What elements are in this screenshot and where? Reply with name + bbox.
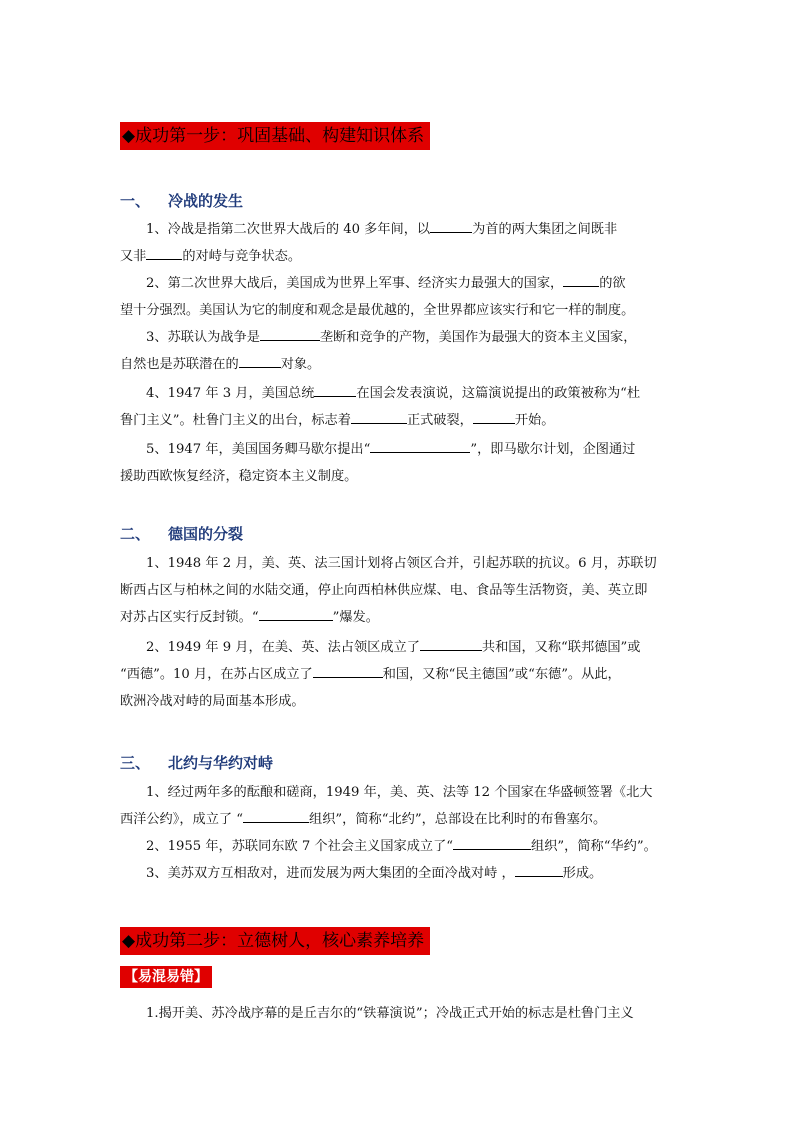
paragraph-2 <box>120 270 680 324</box>
text: 自然也是苏联潜在的 <box>120 357 239 372</box>
paragraph-9 <box>120 833 680 860</box>
heading-title: 北约与华约对峙 <box>168 754 274 772</box>
text: 对象。 <box>280 357 321 372</box>
section-banner-2: ◆成功第二步：立德树人，核心素养培养 <box>120 927 430 955</box>
text: 2、1949 年 9 月，在美、英、法占领区成立了 <box>146 640 420 655</box>
text: 望十分强烈。美国认为它的制度和观念是最优越的，全世界都应该实行和它一样的制度。 <box>120 303 635 318</box>
text: ”爆发。 <box>332 610 379 625</box>
text: 的对峙与竞争状态。 <box>182 249 302 264</box>
text: 5、1947 年，美国国务卿马歇尔提出“ <box>146 442 371 457</box>
text: 2、第二次世界大战后，美国成为世界上军事、经济实力最强大的国家， <box>146 276 564 291</box>
fill-blank[interactable] <box>313 663 383 678</box>
text: 的欲 <box>599 276 626 291</box>
text: 和国，又称“民主德国”或“东德”。从此， <box>382 667 621 682</box>
text: 组织”，简称“北约”，总部设在比利时的布鲁塞尔。 <box>309 812 607 827</box>
text: 鲁门主义”。杜鲁门主义的出台，标志着 <box>120 413 351 428</box>
paragraph-8 <box>120 779 680 833</box>
confusion-errors-tag: 【易混易错】 <box>120 966 212 988</box>
fill-blank[interactable] <box>473 409 515 424</box>
text: 西洋公约》，成立了 “ <box>120 812 244 827</box>
paragraph-5 <box>120 436 680 490</box>
text: 开始。 <box>514 413 555 428</box>
paragraph-4 <box>120 380 680 434</box>
fill-blank[interactable] <box>420 636 482 651</box>
section-banner-1: ◆成功第一步：巩固基础、构建知识体系 <box>120 122 430 150</box>
text: 断西占区与柏林之间的水陆交通，停止向西柏林供应煤、电、食品等生活物资，美、英立即 <box>120 583 648 598</box>
paragraph-7 <box>120 634 680 715</box>
heading-number: 二、 <box>120 525 151 543</box>
text: ”，即马歇尔计划，企图通过 <box>470 442 636 457</box>
text: 援助西欧恢复经济，稳定资本主义制度。 <box>120 469 358 484</box>
paragraph-3 <box>120 324 680 378</box>
fill-blank[interactable] <box>146 245 182 260</box>
text: 4、1947 年 3 月，美国总统 <box>146 386 315 401</box>
text: 正式破裂， <box>406 413 473 428</box>
fill-blank[interactable] <box>259 606 333 621</box>
text: 在国会发表演说，这篇演说提出的政策被称为“杜 <box>356 386 641 401</box>
text: 为首的两大集团之间既非 <box>472 222 618 237</box>
text: 共和国，又称“联邦德国”或 <box>481 640 641 655</box>
text: 2、1955 年，苏联同东欧 7 个社会主义国家成立了“ <box>146 839 454 854</box>
text: 垄断和竞争的产物，美国作为最强大的资本主义国家， <box>319 330 637 345</box>
text: 1、1948 年 2 月，美、英、法三国计划将占领区合并，引起苏联的抗议。6 月，苏联切 <box>146 556 657 571</box>
fill-blank[interactable] <box>563 272 599 287</box>
fill-blank[interactable] <box>239 353 281 368</box>
heading-cold-war-origin <box>120 190 243 211</box>
text: 1.揭开美、苏冷战序幕的是丘吉尔的“铁幕演说”；冷战正式开始的标志是杜鲁门主义 <box>146 1006 634 1021</box>
text: 欧洲冷战对峙的局面基本形成。 <box>120 694 305 709</box>
fill-blank[interactable] <box>260 326 320 341</box>
paragraph-6 <box>120 550 680 631</box>
paragraph-10 <box>120 860 680 887</box>
paragraph-1 <box>120 216 680 270</box>
fill-blank[interactable] <box>243 808 309 823</box>
fill-blank[interactable] <box>314 382 356 397</box>
text: 3、美苏双方互相敌对，进而发展为两大集团的全面冷战对峙 ， <box>146 866 515 881</box>
fill-blank[interactable] <box>351 409 407 424</box>
text: 形成。 <box>562 866 603 881</box>
fill-blank[interactable] <box>515 862 563 877</box>
text: “西德”。10 月，在苏占区成立了 <box>120 667 313 682</box>
text: 组织”，简称“华约”。 <box>531 839 657 854</box>
text: 对苏占区实行反封锁。“ <box>120 610 259 625</box>
fill-blank[interactable] <box>370 438 470 453</box>
text: 又非 <box>120 249 147 264</box>
fill-blank[interactable] <box>430 218 472 233</box>
heading-title: 德国的分裂 <box>168 525 244 543</box>
heading-title: 冷战的发生 <box>168 192 244 210</box>
text: 1、冷战是指第二次世界大战后的 40 多年间，以 <box>146 222 431 237</box>
paragraph-11 <box>120 1000 680 1027</box>
heading-number: 三、 <box>120 754 151 772</box>
heading-germany-division <box>120 523 243 544</box>
heading-number: 一、 <box>120 192 151 210</box>
fill-blank[interactable] <box>453 835 531 850</box>
heading-nato-warsaw <box>120 752 273 773</box>
text: 3、苏联认为战争是 <box>146 330 260 345</box>
text: 1、经过两年多的酝酿和磋商，1949 年，美、英、法等 12 个国家在华盛顿签署《北大 <box>146 785 653 800</box>
